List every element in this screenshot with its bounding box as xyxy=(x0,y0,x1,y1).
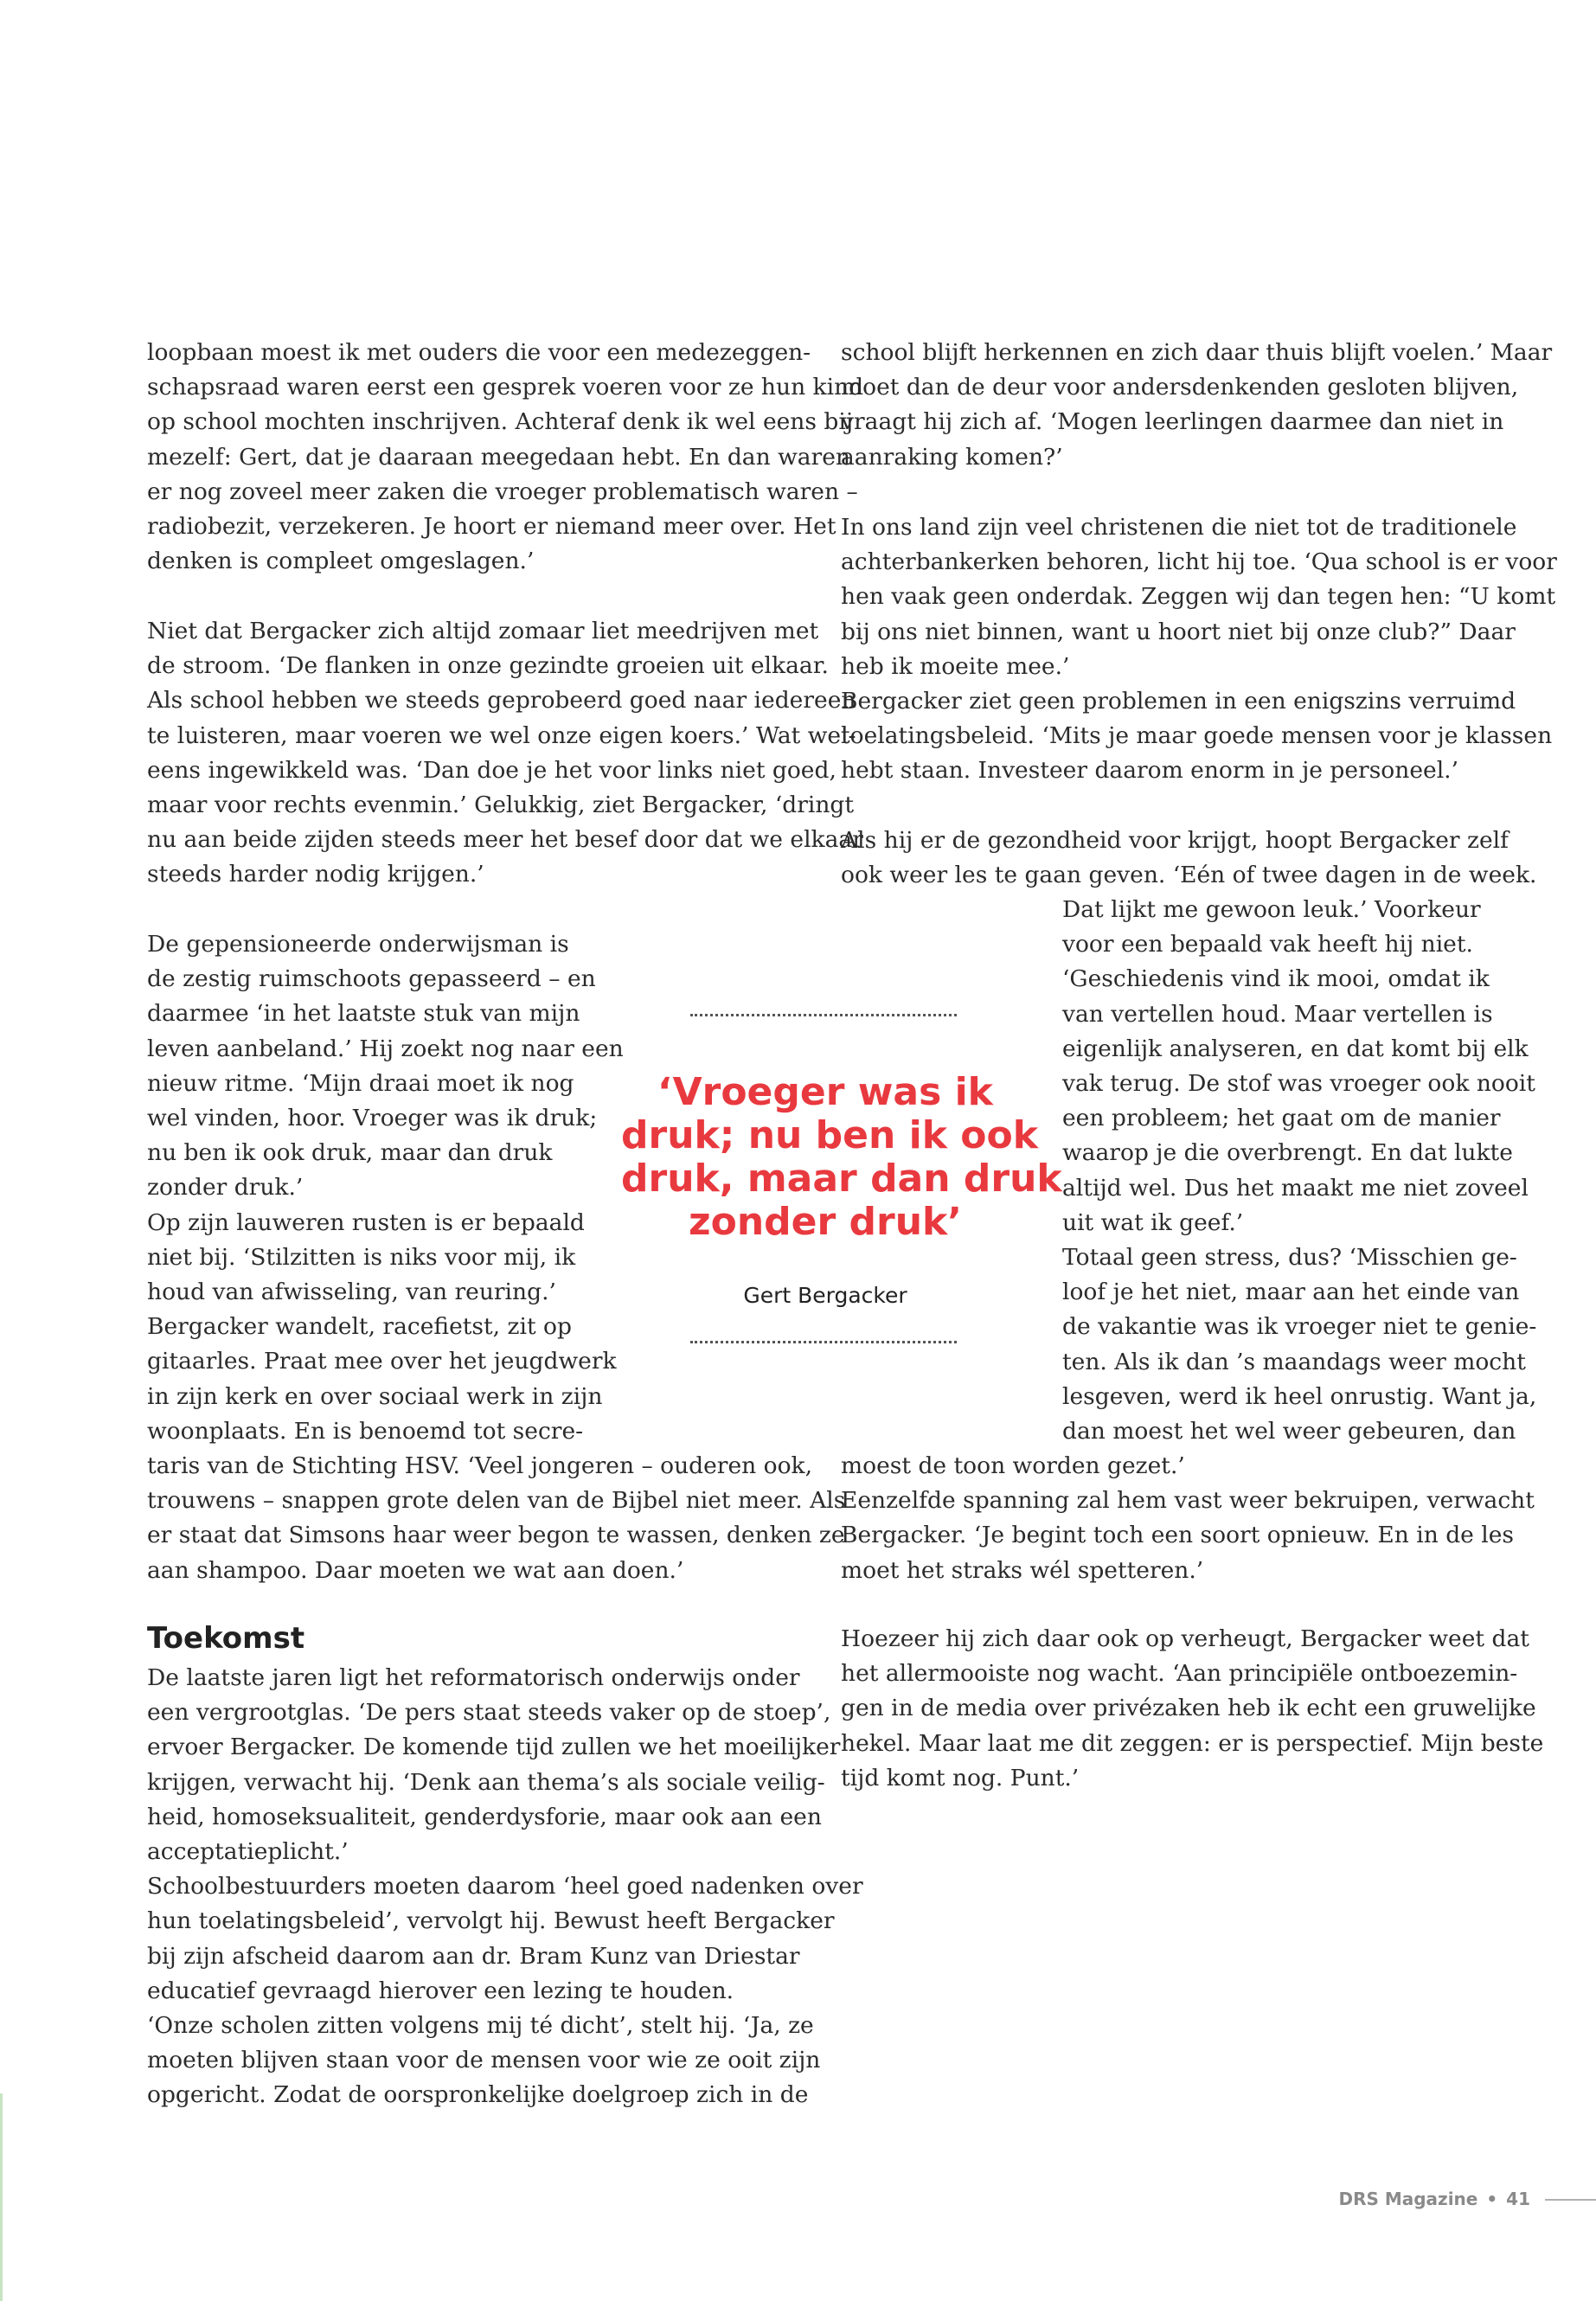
section-heading-toekomst: Toekomst xyxy=(147,1621,305,1656)
right-paragraph-4: Hoezeer hij zich daar ook op verheugt, Bergacker weet dat het allermooiste nog wacht. ‘Aan principiële ontboezemin- gen in de media over privézaken heb ik echt een gruwelijke hekel. Maar laat me dit zeggen: er is perspectief. Mijn beste tijd komt nog. Punt.’ xyxy=(841,1625,1544,1791)
footer-magazine-name: DRS Magazine xyxy=(1338,2189,1478,2209)
pull-quote-text: ‘Vroeger was ik druk; nu ben ik ook druk, maar dan druk zonder druk’ xyxy=(621,1070,1062,1244)
pull-quote-bottom-divider xyxy=(690,1341,957,1343)
pull-quote-top-divider xyxy=(690,1014,957,1016)
page-edge-line xyxy=(0,2093,3,2301)
left-paragraph-4: De laatste jaren ligt het reformatorisch onderwijs onder een vergrootglas. ‘De pers staat steeds vaker op de stoep’, ervoer Bergacker. De komende tijd zullen we het moeilijker krijgen, verwacht hij. ‘Denk aan thema’s als sociale veilig- heid, homoseksualiteit, genderdysforie, maar ook aan een acceptatieplicht.’ Schoolbestuurders moeten daarom ‘heel goed nadenken over hun toelatingsbeleid’, vervolgt hij. Bewust heeft Bergacker bij zijn afscheid daarom aan dr. Bram Kunz van Driestar educatief gevraagd hierover een lezing te houden. ‘Onze scholen zitten volgens mij té dicht’, stelt hij. ‘Ja, ze moeten blijven staan voor de mensen voor wie ze ooit zijn opgericht. Zodat de oorspronkelijke doelgroep zich in de xyxy=(147,1664,863,2109)
pull-quote-attribution: Gert Bergacker xyxy=(743,1283,907,1308)
right-paragraph-3-wrapped: Dat lijkt me gewoon leuk.’ Voorkeur voor een bepaald vak heeft hij niet. ‘Geschiedenis vind ik mooi, omdat ik van vertellen houd. Maar vertellen is eigenlijk analyseren, en dat komt bij elk vak terug. De stof was vroeger ook nooit een probleem; het gaat om de manier waarop je die overbrengt. En dat lukte altijd wel. Dus het maakt me niet zoveel uit wat ik geef.’ Totaal geen stress, dus? ‘Misschien ge- loof je het niet, maar aan het einde van de vakantie was ik vroeger niet te geniе- ten. Als ik dan ’s maandags weer mocht lesgeven, werd ik heel onrustig. Want ja, dan moest het wel weer gebeuren, dan xyxy=(1062,896,1537,1445)
footer-page-number: 41 xyxy=(1506,2189,1530,2209)
left-paragraph-3-wrapped: De gepensioneerde onderwijsman is de zestig ruimschoots gepasseerd – en daarmee ‘in het laatste stuk van mijn leven aanbeland.’ Hij zoekt nog naar een nieuw ritme. ‘Mijn draai moet ik nog wel vinden, hoor. Vroeger was ik druk; nu ben ik ook druk, maar dan druk zonder druk.’ Op zijn lauweren rusten is er bepaald niet bij. ‘Stilzitten is niks voor mij, ik houd van afwisseling, van reuring.’ Bergacker wandelt, racefietst, zit op gitaarles. Praat mee over het jeugdwerk in zijn kerk en over sociaal werk in zijn woonplaats. En is benoemd tot secre- xyxy=(147,931,624,1445)
left-paragraph-1: loopbaan moest ik met ouders die voor een medezeggen- schapsraad waren eerst een gesprek voeren voor ze hun kind op school mochten inschrijven. Achteraf denk ik wel eens bij mezelf: Gert, dat je daaraan meegedaan hebt. En dan waren er nog zoveel meer zaken die vroeger problematisch waren – radiobezit, verzekeren. Je hoort er niemand meer over. Het denken is compleet omgeslagen.’ xyxy=(147,339,864,575)
right-paragraph-3-full: Als hij er de gezondheid voor krijgt, hoopt Bergacker zelf ook weer les te gaan geven. ‘Eén of twee dagen in de week. xyxy=(841,827,1537,889)
footer-separator: • xyxy=(1486,2189,1498,2209)
page-footer xyxy=(1338,2189,1530,2209)
right-paragraph-3-tail: moest de toon worden gezet.’ Eenzelfde spanning zal hem vast weer bekruipen, verwacht Bergacker. ‘Je begint toch een soort opnieuw. En in de les moet het straks wél spetteren.’ xyxy=(841,1452,1535,1584)
right-paragraph-1: school blijft herkennen en zich daar thuis blijft voelen.’ Maar moet dan de deur voor andersdenkenden gesloten blijven, vraagt hij zich af. ‘Mogen leerlingen daarmee dan niet in aanraking komen?’ xyxy=(841,339,1553,471)
left-paragraph-2: Niet dat Bergacker zich altijd zomaar liet meedrijven met de stroom. ‘De flanken in onze gezindte groeien uit elkaar. Als school hebben we steeds geprobeerd goed naar iedereen te luisteren, maar voeren we wel onze eigen koers.’ Wat wel- eens ingewikkeld was. ‘Dan doe je het voor links niet goed, maar voor rechts evenmin.’ Gelukkig, ziet Bergacker, ‘dringt nu aan beide zijden steeds meer het besef door dat we elkaar steeds harder nodig krijgen.’ xyxy=(147,618,863,888)
left-paragraph-3-full: taris van de Stichting HSV. ‘Veel jongeren – ouderen ook, trouwens – snappen grote delen van de Bijbel niet meer. Als er staat dat Simsons haar weer begon te wassen, denken ze aan shampoo. Daar moeten we wat aan doen.’ xyxy=(147,1452,846,1584)
right-paragraph-2: In ons land zijn veel christenen die niet tot de traditionele achterbankerken behoren, licht hij toe. ‘Qua school is er voor hen vaak geen onderdak. Zeggen wij dan tegen hen: “U komt bij ons niet binnen, want u hoort niet bij onze club?” Daar heb ik moeite mee.’ Bergacker ziet geen problemen in een enigszins verruimd toelatingsbeleid. ‘Mits je maar goede mensen voor je klassen hebt staan. Investeer daarom enorm in je personeel.’ xyxy=(841,514,1557,785)
footer-rule xyxy=(1545,2199,1596,2201)
